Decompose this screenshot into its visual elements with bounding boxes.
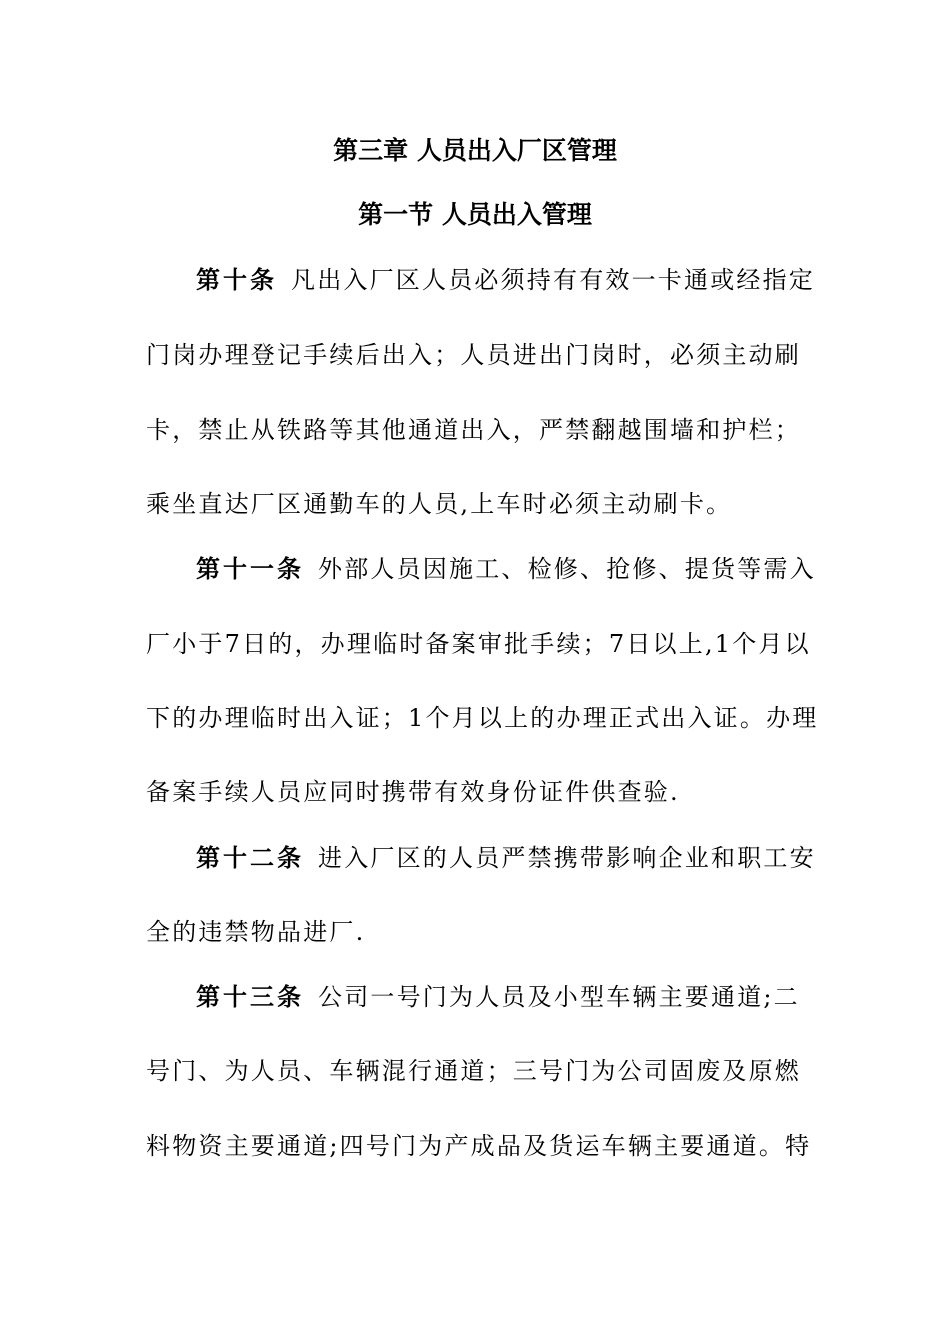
article-13-label: 第十三条: [196, 983, 304, 1011]
article-10-line-2: 门岗办理登记手续后出入；人员进出门岗时，必须主动刷: [146, 341, 801, 369]
article-10-line-1: [196, 265, 815, 295]
article-12-text-1: 进入厂区的人员严禁携带影响企业和职工安: [318, 844, 816, 872]
article-11-line-1: [196, 554, 816, 584]
article-13-line-1: [196, 982, 806, 1012]
article-10-line-3: 卡，禁止从铁路等其他通道出入，严禁翻越围墙和护栏；: [146, 416, 801, 444]
article-11-text-1: 外部人员因施工、检修、抢修、提货等需入: [318, 555, 816, 583]
article-11-line-2: 厂小于7日的，办理临时备案审批手续；7日以上,1个月以: [146, 630, 811, 658]
article-10-label: 第十条: [196, 266, 277, 294]
article-10-text-1: 凡出入厂区人员必须持有有效一卡通或经指定: [291, 266, 815, 294]
chapter-title: 第三章 人员出入厂区管理: [333, 136, 617, 165]
article-12-line-2: 全的违禁物品进厂.: [146, 918, 366, 946]
article-10-line-4: 乘坐直达厂区通勤车的人员,上车时必须主动刷卡。: [146, 490, 733, 518]
article-11-label: 第十一条: [196, 555, 304, 583]
article-11-line-3: 下的办理临时出入证；1个月以上的办理正式出入证。办理: [146, 704, 819, 732]
article-12-label: 第十二条: [196, 844, 304, 872]
article-13-text-1: 公司一号门为人员及小型车辆主要通道;二: [318, 983, 800, 1011]
section-title: 第一节 人员出入管理: [358, 200, 592, 229]
article-13-line-2: 号门、为人员、车辆混行通道；三号门为公司固废及原燃: [146, 1057, 801, 1085]
article-13-line-3: 料物资主要通道;四号门为产成品及货运车辆主要通道。特: [146, 1132, 812, 1160]
article-11-line-4: 备案手续人员应同时携带有效身份证件供查验.: [146, 778, 680, 806]
article-12-line-1: [196, 843, 816, 873]
